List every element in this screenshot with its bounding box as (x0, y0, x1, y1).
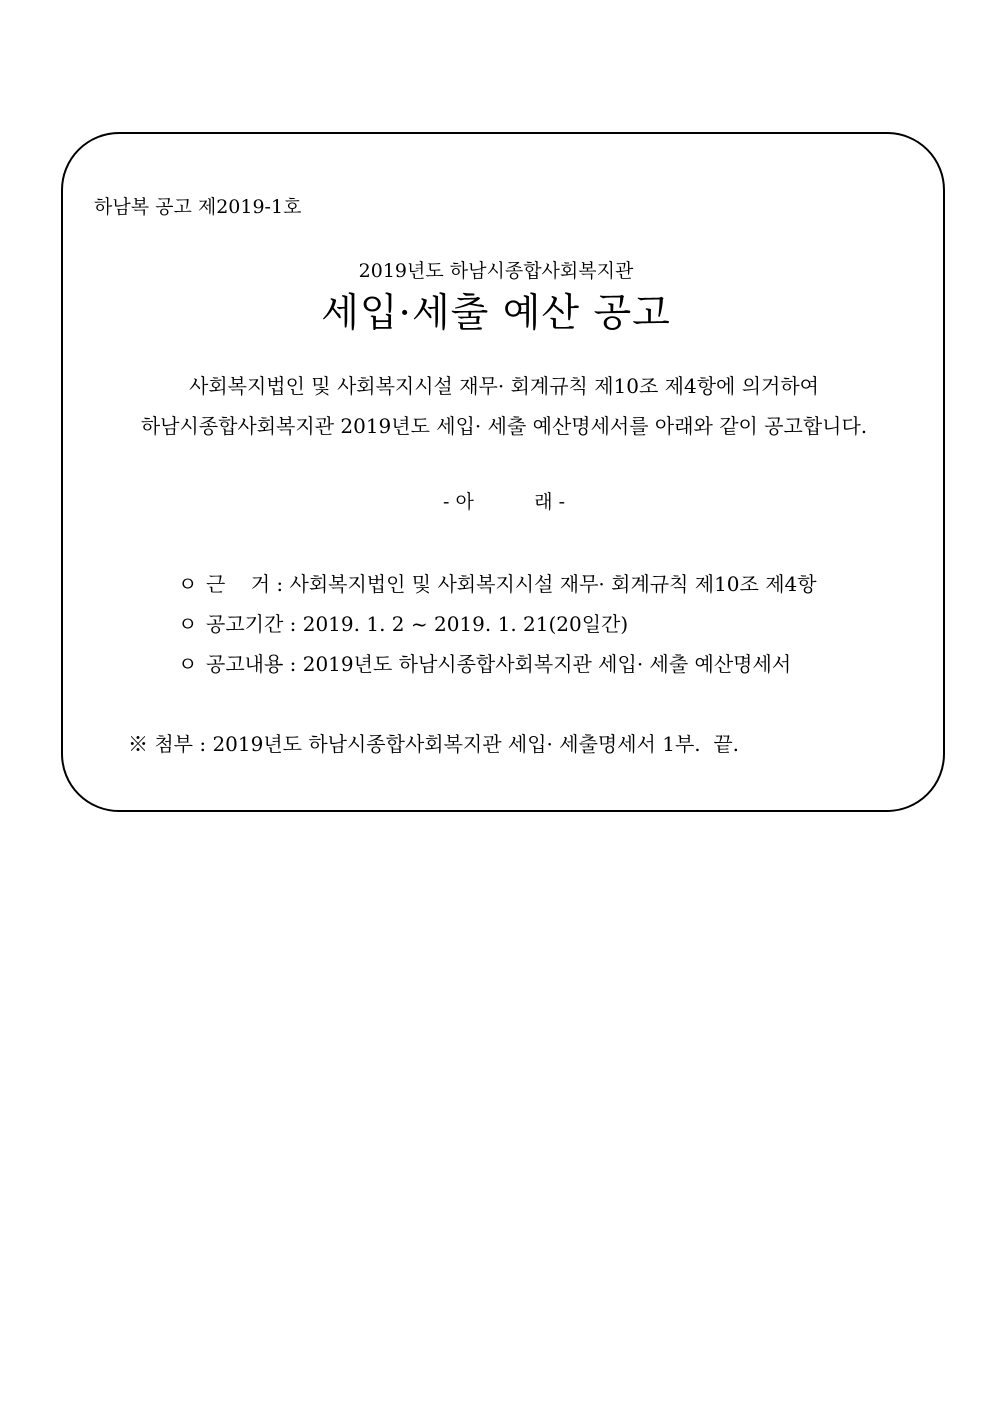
attachment-label: 첨부 (154, 732, 193, 756)
notice-title: 세입·세출 예산 공고 (321, 291, 671, 336)
detail-separator: : (283, 652, 303, 676)
detail-row-period (178, 608, 628, 637)
detail-value: 사회복지법인 및 사회복지시설 재무· 회계규칙 제10조 제4항 (289, 572, 817, 596)
attachment-separator: : (193, 732, 213, 756)
notice-subtitle: 2019년도 하남시종합사회복지관 (358, 260, 634, 282)
detail-value: 2019. 1. 2 ~ 2019. 1. 21(20일간) (302, 612, 629, 636)
intro-line: 사회복지법인 및 사회복지시설 재무· 회계규칙 제10조 제4항에 의거하여 (189, 374, 819, 398)
intro-line: 하남시종합사회복지관 2019년도 세입· 세출 예산명세서를 아래와 같이 공고합니다. (140, 414, 868, 438)
detail-separator: : (270, 572, 290, 596)
detail-row-content (178, 648, 791, 677)
notice-border (61, 132, 945, 812)
circle-bullet-icon: ㅇ (178, 572, 198, 596)
notice-number: 하남복 공고 제2019-1호 (94, 196, 302, 218)
detail-label: 공고내용 (206, 652, 284, 676)
attachment-value: 2019년도 하남시종합사회복지관 세입· 세출명세서 1부. 끝. (212, 732, 740, 756)
detail-separator: : (283, 612, 303, 636)
detail-label: 근 거 (206, 572, 271, 596)
detail-label: 공고기간 (206, 612, 284, 636)
below-marker: - 아 래 - (442, 491, 566, 513)
circle-bullet-icon: ㅇ (178, 652, 198, 676)
detail-value: 2019년도 하남시종합사회복지관 세입· 세출 예산명세서 (302, 652, 792, 676)
reference-mark-icon: ※ (128, 732, 148, 756)
circle-bullet-icon: ㅇ (178, 612, 198, 636)
attachment-line (128, 728, 739, 757)
detail-row-basis (178, 568, 817, 597)
